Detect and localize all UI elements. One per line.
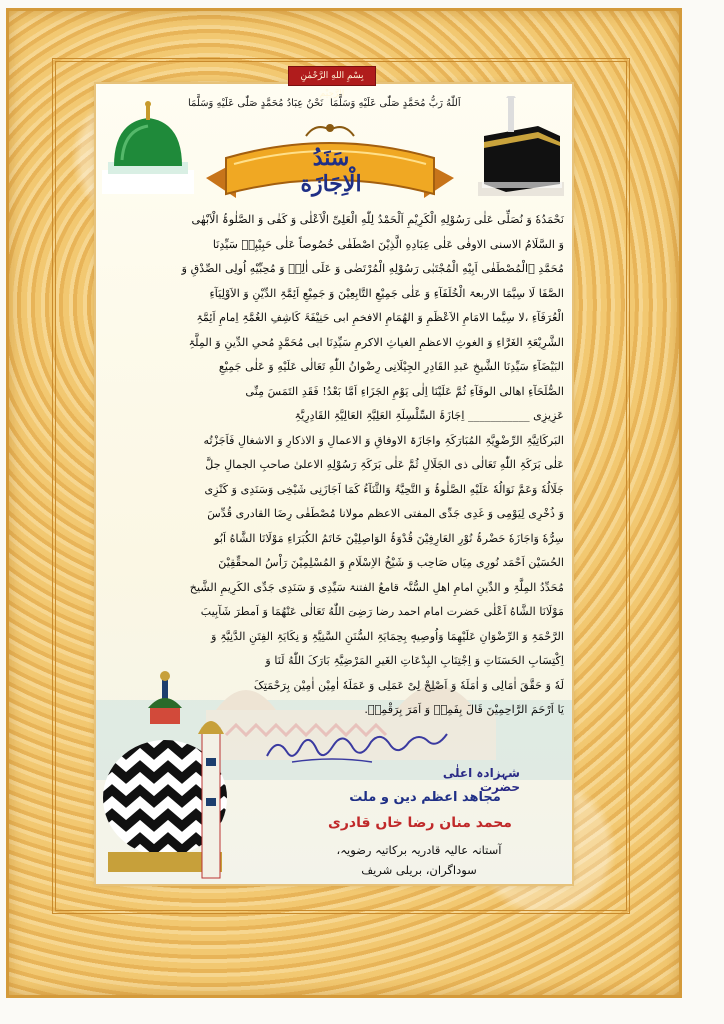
body-line: مَوْلَانَا الشَّاهُ اَعْلٰی حَضرت امام احمد رضا رَضِیَ اللّٰهُ تَعَالٰی عَنْهُمَا وَ اَمطرَ شَآبِیبَ xyxy=(200,605,564,618)
signature-subtitle: مجاهد اعظم دین و ملت xyxy=(349,790,501,805)
body-line: الصَّفَا لَا سِیَّمَا الاربعۃ الْخُلَفَآءِ وَ عَلٰی جَمِیْعِ التَّابِعِیْنَ وَ جَمِیْعِ اَئِمَّۃِ الدِّیْنِ وَ الاَوْلِیَآءِ xyxy=(209,286,564,300)
body-line: الحُسَیْن اَحْمَد نُورِی مِیَاں صَاحِب وَ شَیْخُ الاِسْلَامِ وَ المُسْلِمِیْنَ رَاْسُ المحقِّقِیْنَ xyxy=(218,556,564,569)
header-verse-right: اَللّٰهُ رَبُّ مُحَمَّدٍ صَلّٰی عَلَیْهِ وَسَلَّمَا xyxy=(330,98,461,109)
body-line: لَهٗ وَ حَقَّقَ اٰمَالِی وَ اٰمَلَهٗ وَ اَصْلِحْ لِیْ عَمَلِی وَ عَمَلَهٗ اٰمِیْن اٰمِیْن بِرَحْمَتِکَ xyxy=(253,678,564,692)
body-line: سِرُّهٗ وَاجَازَهٗ حَضْرۃُ نُوْرِ العَارِفِیْنَ قُدْوَۃُ الوَاصِلِیْنَ خَاتَمُ الکُبَرَاءِ مَوْلَانَا الشَّاهُ اَبُو xyxy=(214,531,564,545)
body-line: عَزِیزِی ___________ اِجَازَۃَ السِّلْسِلَۃِ العَلِیَّۃِ العَالِیَّۃِ القَادِرِیَّۃِ xyxy=(294,409,564,422)
body-line: وَ ذُخْرِی لِیَوْمِی وَ غَدِی جَدِّی المفتی الاعظم مولانا مُصْطَفٰی رِضَا القادری قُدِّسَ xyxy=(207,507,564,520)
signatory-name: محمد منان رضا خاں قادری xyxy=(328,815,512,831)
kaaba-image xyxy=(478,96,564,196)
signatory-address xyxy=(300,840,538,880)
body-line: نَحْمَدُهٗ وَ نُصَلِّی عَلٰی رَسُوْلِهِ الْکَرِیْمِ اَلْحَمْدُ لِلّٰهِ الْعَلِیِّ الْاَعْلٰی وَ کَفٰی وَ الصَّلٰوۃُ الْاَبْهٰی xyxy=(191,213,564,226)
certificate-title: سَنَدُ الْاِجَازَة xyxy=(300,145,362,197)
body-line: عَلٰی بَرَکَۃِ اللّٰهِ تَعَالٰی ذی الجَلَالِ ثُمَّ عَلٰی بَرَکَۃِ رَسُوْلِهِ الاعلیٰ صاحبِ الجمالِ جلَّ xyxy=(205,458,564,471)
body-line: وَ السَّلَامُ الاسنی الاوفٰی عَلٰی عِبَادِهِ الَّذِیْنَ اصْطَفٰی خُصُوصاً عَلٰی حَبِیْبِهٖ سَیِّدِنَا xyxy=(212,237,564,251)
address-line-1: آستانہ عالیہ قادریہ برکاتیہ رضویہ، xyxy=(336,843,502,857)
body-line: الشَّرِیْعَۃِ الغَرَّاءِ وَ الغوثِ الاعظمِ الغیاثِ الاکرمِ سَیِّدِنَا ابی مُحَمَّدٍ مُحیِ الدِّینِ وَ المِلَّۃِ xyxy=(188,335,564,349)
body-line: یَا اَرْحَمَ الرَّاحِمِیْنَ قَالَ بِفَمِهٖ وَ اَمَرَ بِرَقْمِهٖ. xyxy=(364,703,564,716)
signature-title: شہزادہ اعلٰی حضرت xyxy=(442,766,520,794)
green-dome-image xyxy=(102,100,194,194)
body-line: جَلَالُهٗ وَعَمَّ نَوَالُهٗ عَلَیْهِ الصَّلٰوۃُ وَ التَّحِیَّۃُ وَالثَّنَآءُ کَمَا اَجَازَنِی شَیْخِی وَسَنَدِی وَ کَنْزِی xyxy=(204,482,564,496)
body-line: الصُّلَحَآءِ اهالی الوفَآءِ ثُمَّ عَلَیْنَا اِلٰی یَوْمِ الجَزَاءِ اَمَّا بَعْدُ! فَقَدِ التَمَسَ مِنِّی xyxy=(245,384,564,398)
bismillah-label: بِسْمِ اللهِ الرَّحْمٰنِ الرَّحِيْم xyxy=(288,66,376,86)
body-line: مُحَمَّدِ ۣالْمُصْطَفٰی اَبِیْهِ الْمُجْتَبٰی رَسُوْلِهِ الْمُرْتَضٰی وَ عَلَی اٰلِهٖ وَ مُحِبِّیْهِ اُولِی الصِّدْقِ وَ xyxy=(181,262,564,275)
header-verse-left: نَحْنُ عِبَادُ مُحَمَّدٍ صَلّٰی عَلَیْهِ وَسَلَّمَا xyxy=(188,98,324,109)
body-line: الْعُرَفَآءِ ،لا سِیَّما الامَامِ الاَعْظَمِ وَ الهُمَامِ الافخمِ ابی حَنِیْفَۃَ کَاشِفِ الغُمَّۃِ اِمامِ اَئِمَّۃِ xyxy=(196,311,564,324)
handwritten-signature xyxy=(262,728,462,768)
certificate-body-text xyxy=(104,208,564,723)
address-line-2: سوداگران، بریلی شریف xyxy=(361,863,477,877)
body-line: اِکْتِسَابِ الحَسَنَاتِ وَ اِجْتِنَابِ البِدْعَاتِ الغَیرِ المَرْضِیَّۃِ بَارَکَ اللّٰهُ لَنَا وَ xyxy=(265,654,564,667)
body-line: البَرکَاتِیَّۃِ الرِّضْوِیَّۃِ المُبَارَکَۃِ واجَازَۃ الاوفاقِ وَ الاعمالِ وَ الاذکارِ وَ الاشغالِ فَاَجَزْتُه xyxy=(203,433,564,447)
shrine-dome-image xyxy=(98,668,238,882)
body-line: مُحَدِّدُ المِلَّۃِ و الدِّینِ امامِ اهلِ السُّنَّہ قامعُ الفتنۃ سَیِّدِی وَ سَنَدِی جَدِّی الکَرِیمِ الشَّیخ xyxy=(189,580,564,594)
body-line: الرَّحْمَۃِ وَ الرِّضْوَانِ عَلَیْهِمَا وَاُوصِیهٖ بِحِمَایَۃِ السُّنَنِ السَّنِیَّۃِ وَ نِکَایَۃِ الفِتَنِ الدَّنِیَّۃِ وَ xyxy=(211,629,564,643)
body-line: البَیْضَآءِ سَیِّدِنَا الشَّیخِ عَبدِ القَادِرِ الجِیْلَانِی رِضْوانُ اللّٰهِ تَعَالٰی عَلَیْهِ وَ عَلٰی جَمِیْعِ xyxy=(218,360,564,373)
